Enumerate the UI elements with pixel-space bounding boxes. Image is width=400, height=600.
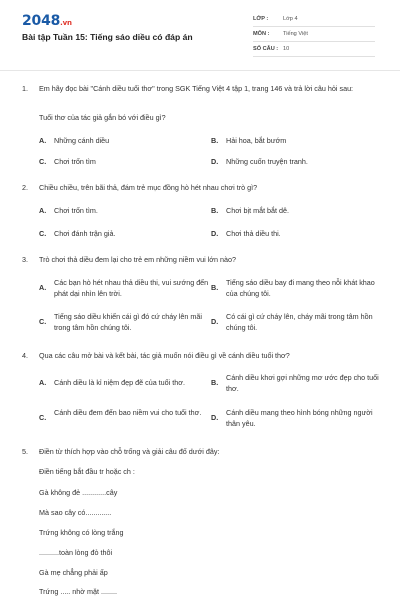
question-number: 1. [22,84,28,93]
question-number: 4. [22,351,28,360]
fill-line: Gà mẹ chẳng phải ấp [39,568,108,577]
question-text: Chiều chiều, trên bãi thả, đám trẻ mục đồng hò hét nhau chơi trò gì? [39,183,258,192]
meta-value: Lớp 4 [283,16,298,22]
meta-value: Tiếng Việt [283,31,308,37]
question-text: Qua các câu mở bài và kết bài, tác giả muốn nói điều gì về cánh diều tuổi thơ? [39,351,290,360]
question-number: 5. [22,447,28,456]
fill-line: Mà sao cây có............. [39,508,112,517]
meta-key: LỚP : [253,16,269,22]
fill-line: Trứng ..... nhờ mặt ........ [39,587,117,596]
question-number: 3. [22,255,28,264]
fill-line: Gà không đẻ ............cây [39,488,118,497]
question-number: 2. [22,183,28,192]
meta-row-subject [253,27,375,42]
question-text: Điền từ thích hợp vào chỗ trống và giải câu đố dưới đây: [39,447,220,456]
meta-row-count [253,42,375,57]
question-text: Em hãy đọc bài "Cánh diều tuổi thơ" trong SGK Tiếng Việt 4 tập 1, trang 146 và trả lời câu hỏi sau: [39,84,354,93]
question-text: Trò chơi thả diều đem lại cho trẻ em những niềm vui lớn nào? [39,255,236,264]
fill-line: Điền tiếng bắt đầu tr hoặc ch : [39,467,135,476]
meta-row-class [253,12,375,27]
header [0,0,400,70]
fill-line: ..........toàn lòng đỏ thôi [39,548,113,557]
site-logo[interactable]: 2048.vn [22,13,72,29]
meta-key: MÔN : [253,31,270,37]
meta-table [253,12,375,57]
fill-line: Trứng không có lòng trắng [39,528,124,537]
page-title: Bài tập Tuần 15: Tiếng sáo diều có đáp án [22,32,193,42]
header-divider [0,70,400,71]
question-1-sub: Tuổi thơ của tác giả gắn bó với điều gì? [39,113,166,122]
meta-value: 10 [283,46,290,52]
meta-key: SỐ CÂU : [253,46,279,52]
